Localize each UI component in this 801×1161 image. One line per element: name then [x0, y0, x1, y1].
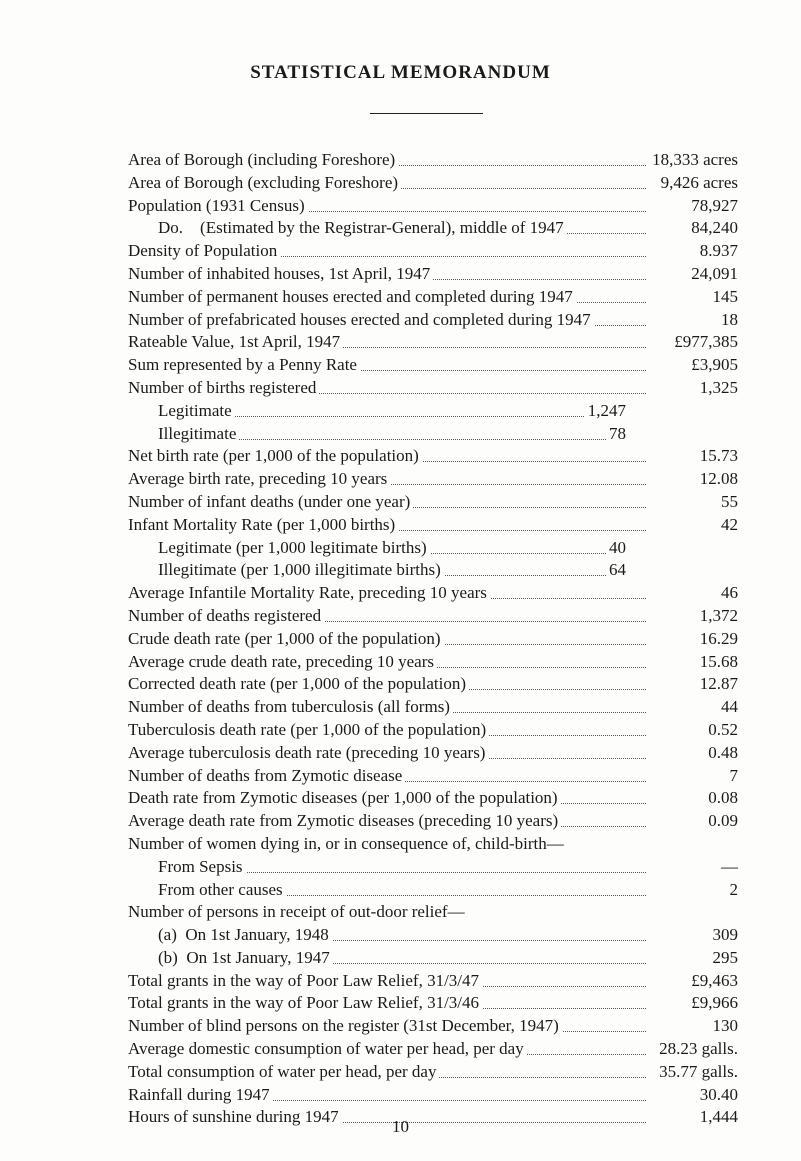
statistic-row: [128, 149, 738, 172]
statistic-row: [128, 970, 738, 993]
statistic-row: [128, 879, 738, 902]
statistic-value: £3,905: [691, 355, 738, 375]
statistic-row: [128, 195, 738, 218]
statistic-row: [128, 1038, 738, 1061]
statistic-row: [128, 537, 738, 560]
statistic-row: [128, 286, 738, 309]
statistic-value: 40: [606, 537, 626, 560]
statistic-row: [128, 217, 738, 240]
statistic-value: 30.40: [699, 1084, 738, 1104]
statistic-label: (a) On 1st January, 1948: [158, 925, 332, 944]
statistic-label: Number of prefabricated houses erected and completed during 1947: [128, 310, 594, 329]
statistic-row: [128, 445, 738, 468]
statistic-value: 24,091: [691, 263, 738, 283]
statistic-row: [128, 1061, 738, 1084]
statistic-label: Area of Borough (including Foreshore): [128, 150, 398, 169]
statistic-row: [128, 263, 738, 286]
title-rule: [370, 113, 483, 114]
statistic-row: [128, 559, 738, 582]
page-number: 10: [392, 1117, 409, 1136]
statistic-label: Area of Borough (excluding Foreshore): [128, 173, 401, 192]
statistic-label: Number of persons in receipt of out-door relief—: [128, 902, 468, 921]
statistic-row: [128, 331, 738, 354]
statistic-value: 18: [721, 309, 738, 329]
statistic-value: 9,426 acres: [660, 172, 738, 192]
statistic-row: [128, 172, 738, 195]
statistic-value: 12.87: [699, 674, 738, 694]
statistic-row: [128, 514, 738, 537]
statistic-value: —: [721, 856, 738, 876]
statistic-label: Average Infantile Mortality Rate, preceding 10 years: [128, 583, 490, 602]
statistic-label: Number of births registered: [128, 378, 319, 397]
statistic-value: 309: [712, 925, 738, 945]
statistic-label: Average tuberculosis death rate (preceding 10 years): [128, 743, 488, 762]
statistic-value: 84,240: [691, 218, 738, 238]
statistic-value: 46: [721, 583, 738, 603]
statistic-row: [128, 1084, 738, 1107]
statistic-label: Death rate from Zymotic diseases (per 1,000 of the population): [128, 788, 561, 807]
statistic-value: 28.23 galls.: [659, 1039, 738, 1059]
statistic-value: 1,325: [699, 377, 738, 397]
statistic-row: [128, 240, 738, 263]
statistic-row: [128, 491, 738, 514]
statistic-label: Crude death rate (per 1,000 of the population): [128, 629, 444, 648]
statistic-label: Total consumption of water per head, per day: [128, 1062, 439, 1081]
statistic-label: Tuberculosis death rate (per 1,000 of the population): [128, 720, 489, 739]
statistic-label: Illegitimate: [158, 424, 239, 443]
statistic-label: (b) On 1st January, 1947: [158, 948, 333, 967]
statistic-label: Corrected death rate (per 1,000 of the population): [128, 674, 469, 693]
statistic-label: Number of deaths from Zymotic disease: [128, 766, 405, 785]
statistic-label: Infant Mortality Rate (per 1,000 births): [128, 515, 398, 534]
statistic-value: 15.68: [699, 651, 738, 671]
statistic-label: Sum represented by a Penny Rate: [128, 355, 360, 374]
statistic-row: [128, 400, 738, 423]
statistic-label: Number of inhabited houses, 1st April, 1947: [128, 264, 433, 283]
statistic-row: [128, 810, 738, 833]
statistic-row: [128, 423, 738, 446]
statistic-row: [128, 787, 738, 810]
statistic-value: 145: [712, 286, 738, 306]
statistic-label: Population (1931 Census): [128, 196, 308, 215]
statistic-label: Legitimate (per 1,000 legitimate births): [158, 538, 430, 557]
statistic-label: Rateable Value, 1st April, 1947: [128, 332, 343, 351]
statistic-row: [128, 468, 738, 491]
statistic-label: Average death rate from Zymotic diseases (preceding 10 years): [128, 811, 561, 830]
statistic-label: Number of infant deaths (under one year): [128, 492, 413, 511]
statistic-label: Average crude death rate, preceding 10 years: [128, 652, 437, 671]
statistic-label: Average domestic consumption of water per head, per day: [128, 1039, 527, 1058]
statistic-row: [128, 354, 738, 377]
statistic-row: [128, 856, 738, 879]
page-title: STATISTICAL MEMORANDUM: [250, 62, 551, 83]
statistic-row: [128, 309, 738, 332]
statistic-row: [128, 628, 738, 651]
statistics-list: [128, 149, 738, 1129]
statistic-value: 16.29: [699, 628, 738, 648]
statistic-row: [128, 742, 738, 765]
statistic-row: [128, 673, 738, 696]
statistic-label: Average birth rate, preceding 10 years: [128, 469, 390, 488]
statistic-value: 130: [712, 1016, 738, 1036]
statistic-value: £9,463: [691, 970, 738, 990]
statistic-value: £977,385: [674, 332, 738, 352]
statistic-value: 1,372: [699, 605, 738, 625]
statistic-label: Rainfall during 1947: [128, 1085, 273, 1104]
statistic-value: 44: [721, 697, 738, 717]
statistic-row: [128, 1015, 738, 1038]
statistic-label: Hours of sunshine during 1947: [128, 1107, 342, 1126]
statistic-value: 1,444: [699, 1107, 738, 1127]
statistic-row: [128, 947, 738, 970]
statistic-label: Number of women dying in, or in consequence of, child-birth—: [128, 834, 567, 853]
statistic-label: Number of deaths from tuberculosis (all forms): [128, 697, 453, 716]
statistic-row: [128, 833, 738, 856]
statistic-label: From other causes: [158, 880, 286, 899]
statistic-row: [128, 719, 738, 742]
statistic-value: 7: [729, 765, 738, 785]
statistic-label: Density of Population: [128, 241, 280, 260]
statistic-row: [128, 765, 738, 788]
statistic-value: 8.937: [699, 241, 738, 261]
statistic-label: Total grants in the way of Poor Law Relief, 31/3/46: [128, 993, 482, 1012]
statistic-row: [128, 924, 738, 947]
statistic-value: 18,333 acres: [652, 150, 738, 169]
statistic-row: [128, 696, 738, 719]
statistic-value: £9,966: [691, 993, 738, 1013]
statistic-label: Number of deaths registered: [128, 606, 324, 625]
statistic-value: 12.08: [699, 469, 738, 489]
statistic-row: [128, 605, 738, 628]
statistic-row: [128, 901, 738, 924]
statistic-value: 0.08: [708, 788, 738, 808]
statistic-value: 0.48: [708, 742, 738, 762]
statistic-value: 0.09: [708, 811, 738, 831]
statistic-value: 0.52: [708, 719, 738, 739]
statistic-value: 42: [721, 514, 738, 534]
statistic-label: From Sepsis: [158, 857, 246, 876]
statistic-value: 78: [606, 423, 626, 446]
statistic-label: Legitimate: [158, 401, 235, 420]
statistic-label: Total grants in the way of Poor Law Relief, 31/3/47: [128, 971, 482, 990]
statistic-value: 55: [721, 491, 738, 511]
statistic-value: 1,247: [585, 400, 626, 423]
statistic-label: Number of blind persons on the register (31st December, 1947): [128, 1016, 562, 1035]
statistic-value: 64: [606, 559, 626, 582]
statistic-value: 15.73: [699, 446, 738, 466]
statistic-row: [128, 377, 738, 400]
statistic-value: 78,927: [691, 195, 738, 215]
statistic-row: [128, 582, 738, 605]
statistic-value: 295: [712, 947, 738, 967]
statistic-label: Number of permanent houses erected and completed during 1947: [128, 287, 576, 306]
statistic-value: 2: [729, 879, 738, 899]
statistic-label: Illegitimate (per 1,000 illegitimate births): [158, 560, 444, 579]
statistic-row: [128, 992, 738, 1015]
statistic-row: [128, 651, 738, 674]
statistic-label: Do. (Estimated by the Registrar-General), middle of 1947: [158, 218, 567, 237]
statistic-value: 35.77 galls.: [659, 1061, 738, 1081]
statistic-label: Net birth rate (per 1,000 of the population): [128, 446, 422, 465]
